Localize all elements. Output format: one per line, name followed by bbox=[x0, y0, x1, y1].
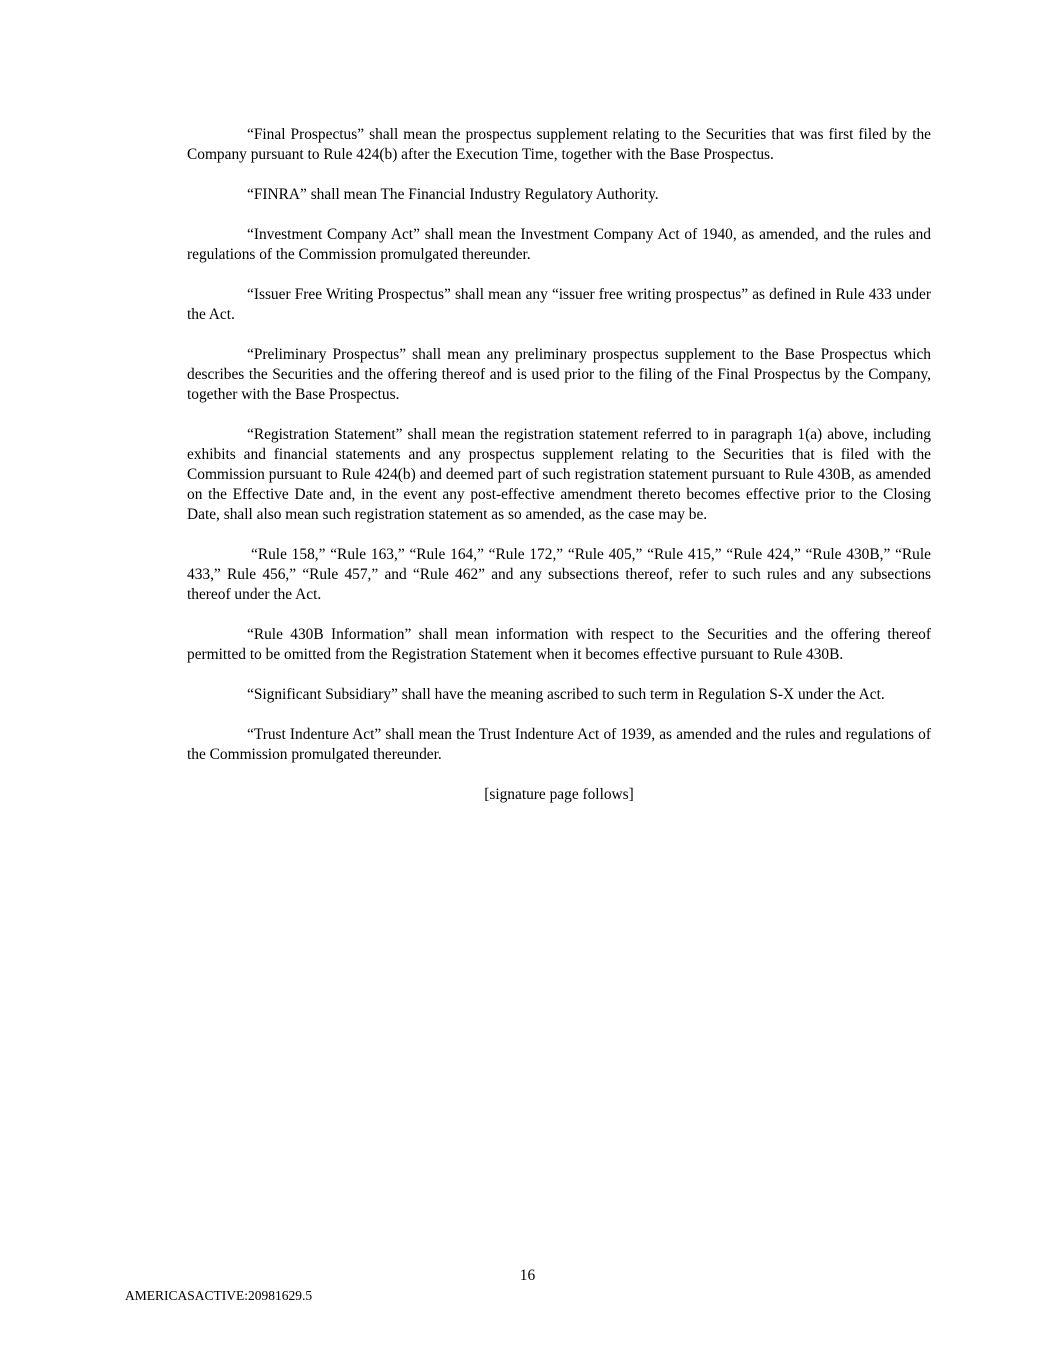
document-id: AMERICASACTIVE:20981629.5 bbox=[125, 1288, 313, 1303]
definition-rules-list: “Rule 158,” “Rule 163,” “Rule 164,” “Rule 172,” “Rule 405,” “Rule 415,” “Rule 424,” “Rule 430B,” “Rule 433,” Rule 456,” “Rule 457,” and “Rule 462” and any subsections thereof, refer to such rules and any subsections thereof under the Act. bbox=[187, 546, 931, 603]
definitions-section bbox=[187, 125, 931, 805]
definition-issuer-free-writing-prospectus: “Issuer Free Writing Prospectus” shall mean any “issuer free writing prospectus” as defined in Rule 433 under the Act. bbox=[187, 286, 931, 323]
page-number: 16 bbox=[519, 1267, 536, 1284]
definition-trust-indenture-act: “Trust Indenture Act” shall mean the Trust Indenture Act of 1939, as amended and the rules and regulations of the Commission promulgated thereunder. bbox=[187, 726, 931, 763]
signature-page-note: [signature page follows] bbox=[484, 786, 634, 803]
definition-rule-430b-information: “Rule 430B Information” shall mean information with respect to the Securities and the offering thereof permitted to be omitted from the Registration Statement when it becomes effective pursuant to Rule 430B. bbox=[187, 626, 931, 663]
definition-investment-company-act: “Investment Company Act” shall mean the Investment Company Act of 1940, as amended, and the rules and regulations of the Commission promulgated thereunder. bbox=[187, 226, 931, 263]
definition-finra: “FINRA” shall mean The Financial Industry Regulatory Authority. bbox=[247, 186, 659, 203]
definition-final-prospectus: “Final Prospectus” shall mean the prospectus supplement relating to the Securities that was first filed by the Company pursuant to Rule 424(b) after the Execution Time, together with the Base Prospectus. bbox=[187, 126, 931, 163]
definition-preliminary-prospectus: “Preliminary Prospectus” shall mean any preliminary prospectus supplement to the Base Prospectus which describes the Securities and the offering thereof and is used prior to the filing of the Final Prospectus by the Company, together with the Base Prospectus. bbox=[187, 346, 931, 403]
definition-registration-statement: “Registration Statement” shall mean the registration statement referred to in paragraph 1(a) above, including exhibits and financial statements and any prospectus supplement relating to the Securities that is filed with the Commission pursuant to Rule 424(b) and deemed part of such registration statement pursuant to Rule 430B, as amended on the Effective Date and, in the event any post-effective amendment thereto becomes effective prior to the Closing Date, shall also mean such registration statement as so amended, as the case may be. bbox=[187, 426, 931, 523]
definition-significant-subsidiary: “Significant Subsidiary” shall have the meaning ascribed to such term in Regulation S-X under the Act. bbox=[247, 686, 885, 703]
